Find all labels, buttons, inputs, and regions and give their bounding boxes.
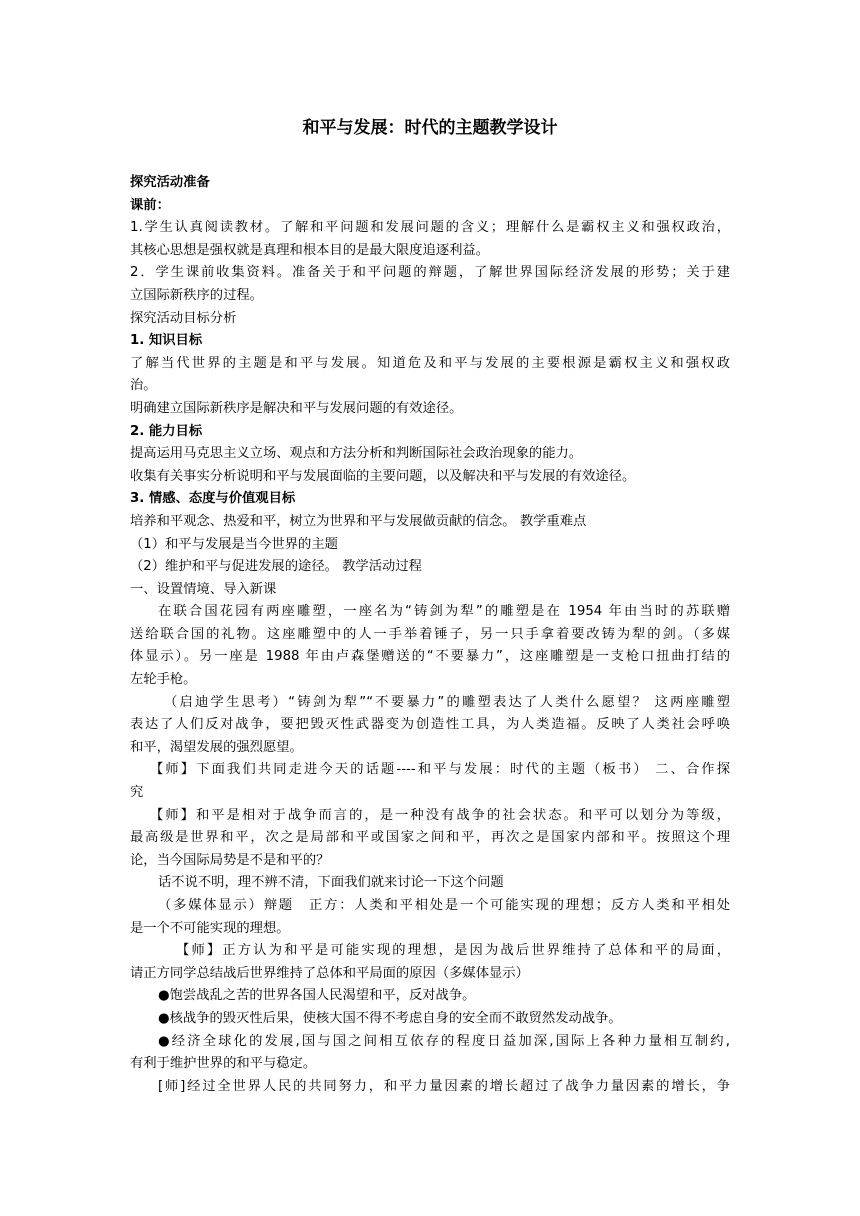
paragraph-line: 一、设置情境、导入新课 bbox=[130, 581, 277, 597]
paragraph-line: 有利于维护世界的和平与稳定。 bbox=[130, 1056, 317, 1072]
paragraph-line: （多媒体显示）辩题 正方：人类和平相处是一个可能实现的理想；反方人类和平相处 bbox=[158, 898, 730, 913]
paragraph-line: 左轮手枪。 bbox=[130, 672, 197, 688]
section-heading: 3. 情感、态度与价值观目标 bbox=[130, 491, 296, 507]
paragraph-line: 1.学生认真阅读教材。了解和平问题和发展问题的含义；理解什么是霸权主义和强权政治， bbox=[130, 220, 730, 236]
paragraph-line: 送给联合国的礼物。这座雕塑中的人一手举着锤子，另一只手拿着要改铸为犁的剑。（多媒 bbox=[130, 626, 730, 642]
section-heading: 1. 知识目标 bbox=[130, 333, 203, 349]
document-title: 和平与发展：时代的主题教学设计 bbox=[302, 118, 558, 138]
paragraph-line: 培养和平观念、热爱和平，树立为世界和平与发展做贡献的信念。 教学重难点 bbox=[130, 513, 587, 529]
paragraph-line: ●经济全球化的发展,国与国之间相互依存的程度日益加深,国际上各种力量相互制约, bbox=[158, 1033, 730, 1049]
section-heading: 探究活动准备 bbox=[130, 175, 210, 190]
paragraph-line: 探究活动目标分析 bbox=[130, 310, 237, 326]
section-heading: 2. 能力目标 bbox=[130, 423, 203, 439]
paragraph-line: ●核战争的毁灭性后果，使核大国不得不考虑自身的安全而不敢贸然发动战争。 bbox=[158, 1010, 622, 1026]
paragraph-line: 表达了人们反对战争，要把毁灭性武器变为创造性工具，为人类造福。反映了人类社会呼唤 bbox=[130, 717, 730, 733]
paragraph-line: 请正方同学总结战后世界维持了总体和平局面的原因（多媒体显示） bbox=[130, 965, 529, 981]
paragraph-line: 【师】下面我们共同走进今天的话题----和平与发展：时代的主题（板书） 二、合作探 bbox=[150, 762, 730, 778]
paragraph-line: 和平，渴望发展的强烈愿望。 bbox=[130, 739, 303, 755]
paragraph-line: [师]经过全世界人民的共同努力，和平力量因素的增长超过了战争力量因素的增长，争 bbox=[158, 1078, 730, 1094]
paragraph-line: 明确建立国际新秩序是解决和平与发展问题的有效途径。 bbox=[130, 400, 463, 416]
paragraph-line: ●饱尝战乱之苦的世界各国人民渴望和平，反对战争。 bbox=[158, 988, 476, 1004]
section-heading: 课前： bbox=[130, 197, 170, 213]
paragraph-line: （2）维护和平与促进发展的途径。 教学活动过程 bbox=[130, 559, 422, 575]
paragraph-line: 其核心思想是强权就是真理和根本目的是最大限度追逐利益。 bbox=[130, 242, 490, 258]
paragraph-line: 在联合国花园有两座雕塑，一座名为“铸剑为犁”的雕塑是在 1954 年由当时的苏联赠 bbox=[158, 604, 730, 620]
paragraph-line: （启迪学生思考）“铸剑为犁”“不要暴力”的雕塑表达了人类什么愿望？ 这两座雕塑 bbox=[164, 694, 730, 710]
paragraph-line: 提高运用马克思主义立场、观点和方法分析和判断国际社会政治现象的能力。 bbox=[130, 446, 583, 462]
document-body bbox=[130, 172, 730, 1098]
paragraph-line: 【师】和平是相对于战争而言的，是一种没有战争的社会状态。和平可以划分为等级， bbox=[150, 807, 730, 823]
paragraph-line: 收集有关事实分析说明和平与发展面临的主要问题，以及解决和平与发展的有效途径。 bbox=[130, 468, 636, 484]
paragraph-line: 立国际新秩序的过程。 bbox=[130, 287, 263, 303]
paragraph-line: 究 bbox=[130, 785, 144, 801]
paragraph-line: 【师】正方认为和平是可能实现的理想，是因为战后世界维持了总体和平的局面， bbox=[176, 943, 730, 959]
paragraph-line: 是一个不可能实现的理想。 bbox=[130, 920, 290, 936]
paragraph-line: 体显示）。另一座是 1988 年由卢森堡赠送的“不要暴力”，这座雕塑是一支枪口扭曲打结的 bbox=[130, 649, 730, 665]
paragraph-line: 最高级是世界和平，次之是局部和平或国家之间和平，再次之是国家内部和平。按照这个理 bbox=[130, 830, 730, 846]
paragraph-line: 了解当代世界的主题是和平与发展。知道危及和平与发展的主要根源是霸权主义和强权政 bbox=[130, 355, 730, 371]
paragraph-line: 治。 bbox=[130, 378, 157, 394]
paragraph-line: 2．学生课前收集资料。准备关于和平问题的辩题，了解世界国际经济发展的形势；关于建 bbox=[130, 265, 730, 281]
paragraph-line: 话不说不明，理不辨不清，下面我们就来讨论一下这个问题 bbox=[158, 875, 504, 891]
paragraph-line: 论，当今国际局势是不是和平的？ bbox=[130, 852, 330, 868]
paragraph-line: （1）和平与发展是当今世界的主题 bbox=[130, 536, 338, 552]
